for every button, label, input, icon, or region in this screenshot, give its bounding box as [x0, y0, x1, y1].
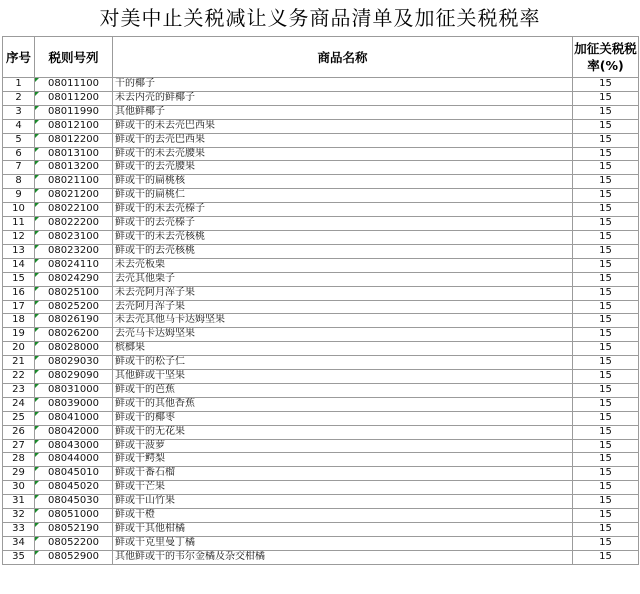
cell-product-name[interactable]: 鲜或干的去壳核桃 — [113, 244, 573, 258]
cell-tariff-code[interactable] — [35, 439, 113, 453]
tariff-table — [2, 36, 639, 565]
cell-tariff-rate[interactable]: 15 — [573, 328, 639, 342]
cell-tariff-rate[interactable]: 15 — [573, 467, 639, 481]
cell-product-name[interactable]: 鲜或干的去壳巴西果 — [113, 133, 573, 147]
cell-product-name[interactable]: 鲜或干的无花果 — [113, 425, 573, 439]
cell-product-name[interactable]: 未去壳阿月浑子果 — [113, 286, 573, 300]
cell-serial-number[interactable]: 34 — [3, 536, 35, 550]
table-row — [3, 203, 639, 217]
tariff-code-text: 08026190 — [48, 314, 99, 326]
tariff-code-text: 08052900 — [48, 550, 99, 562]
cell-serial-number[interactable]: 4 — [3, 119, 35, 133]
cell-tariff-rate[interactable]: 15 — [573, 342, 639, 356]
cell-serial-number[interactable]: 30 — [3, 481, 35, 495]
cell-tariff-rate[interactable]: 15 — [573, 175, 639, 189]
cell-product-name[interactable]: 鲜或干的未去壳腰果 — [113, 147, 573, 161]
cell-serial-number[interactable]: 29 — [3, 467, 35, 481]
table-row — [3, 481, 639, 495]
tariff-code-text: 08013100 — [48, 147, 99, 159]
cell-tariff-rate[interactable]: 15 — [573, 536, 639, 550]
cell-tariff-rate[interactable]: 15 — [573, 453, 639, 467]
text-number-indicator-icon — [35, 273, 39, 277]
cell-tariff-code[interactable] — [35, 133, 113, 147]
cell-product-name[interactable]: 鲜或干的未去壳榛子 — [113, 203, 573, 217]
cell-tariff-code[interactable] — [35, 342, 113, 356]
cell-product-name[interactable]: 鲜或干橙 — [113, 509, 573, 523]
text-number-indicator-icon — [35, 245, 39, 249]
tariff-code-text: 08026200 — [48, 328, 99, 340]
cell-tariff-rate[interactable]: 15 — [573, 509, 639, 523]
cell-serial-number[interactable]: 21 — [3, 356, 35, 370]
text-number-indicator-icon — [35, 175, 39, 179]
cell-tariff-rate[interactable]: 15 — [573, 203, 639, 217]
cell-product-name[interactable]: 其他鲜椰子 — [113, 105, 573, 119]
text-number-indicator-icon — [35, 453, 39, 457]
cell-tariff-code[interactable] — [35, 258, 113, 272]
tariff-code-text: 08024290 — [48, 272, 99, 284]
cell-tariff-rate[interactable]: 15 — [573, 105, 639, 119]
table-row — [3, 370, 639, 384]
cell-product-name[interactable]: 去壳马卡达姆坚果 — [113, 328, 573, 342]
text-number-indicator-icon — [35, 217, 39, 221]
cell-product-name[interactable]: 其他鲜或干的韦尔金橘及杂交柑橘 — [113, 550, 573, 564]
cell-product-name[interactable]: 鲜或干的未去壳核桃 — [113, 230, 573, 244]
cell-tariff-code[interactable] — [35, 481, 113, 495]
cell-tariff-code[interactable] — [35, 175, 113, 189]
cell-product-name[interactable]: 鲜或干克里曼丁橘 — [113, 536, 573, 550]
cell-tariff-code[interactable] — [35, 91, 113, 105]
table-row — [3, 217, 639, 231]
tariff-code-text: 08043000 — [48, 439, 99, 451]
cell-tariff-code[interactable] — [35, 425, 113, 439]
cell-serial-number[interactable]: 9 — [3, 189, 35, 203]
cell-tariff-rate[interactable]: 15 — [573, 161, 639, 175]
tariff-code-text: 08012200 — [48, 133, 99, 145]
text-number-indicator-icon — [35, 78, 39, 82]
cell-tariff-rate[interactable]: 15 — [573, 91, 639, 105]
cell-tariff-code[interactable] — [35, 495, 113, 509]
cell-serial-number[interactable]: 7 — [3, 161, 35, 175]
cell-serial-number[interactable]: 8 — [3, 175, 35, 189]
cell-serial-number[interactable]: 1 — [3, 78, 35, 92]
table-row — [3, 509, 639, 523]
cell-tariff-rate[interactable]: 15 — [573, 356, 639, 370]
table-row — [3, 439, 639, 453]
text-number-indicator-icon — [35, 92, 39, 96]
cell-tariff-code[interactable] — [35, 244, 113, 258]
text-number-indicator-icon — [35, 370, 39, 374]
text-number-indicator-icon — [35, 384, 39, 388]
cell-tariff-code[interactable] — [35, 78, 113, 92]
table-row — [3, 230, 639, 244]
tariff-code-text: 08022100 — [48, 203, 99, 215]
cell-product-name[interactable]: 去壳其他栗子 — [113, 272, 573, 286]
text-number-indicator-icon — [35, 481, 39, 485]
table-row — [3, 244, 639, 258]
text-number-indicator-icon — [35, 509, 39, 513]
table-row — [3, 342, 639, 356]
cell-tariff-code[interactable] — [35, 119, 113, 133]
tariff-code-text: 08011200 — [48, 91, 99, 103]
cell-serial-number[interactable]: 22 — [3, 370, 35, 384]
table-header-row — [3, 37, 639, 78]
cell-product-name[interactable]: 鲜或干鳄梨 — [113, 453, 573, 467]
cell-tariff-code[interactable] — [35, 147, 113, 161]
cell-serial-number[interactable]: 26 — [3, 425, 35, 439]
table-row — [3, 189, 639, 203]
table-row — [3, 91, 639, 105]
cell-tariff-code[interactable] — [35, 397, 113, 411]
cell-tariff-rate[interactable]: 15 — [573, 383, 639, 397]
cell-tariff-rate[interactable]: 15 — [573, 272, 639, 286]
table-row — [3, 495, 639, 509]
cell-tariff-code[interactable] — [35, 314, 113, 328]
cell-tariff-rate[interactable]: 15 — [573, 550, 639, 564]
text-number-indicator-icon — [35, 203, 39, 207]
cell-serial-number[interactable]: 12 — [3, 230, 35, 244]
tariff-code-text: 08025200 — [48, 300, 99, 312]
cell-product-name[interactable]: 未去内壳的鲜椰子 — [113, 91, 573, 105]
cell-tariff-rate[interactable]: 15 — [573, 411, 639, 425]
table-body — [3, 78, 639, 565]
cell-tariff-rate[interactable]: 15 — [573, 523, 639, 537]
cell-serial-number[interactable]: 33 — [3, 523, 35, 537]
cell-tariff-code[interactable] — [35, 189, 113, 203]
table-row — [3, 356, 639, 370]
cell-serial-number[interactable]: 10 — [3, 203, 35, 217]
table-row — [3, 272, 639, 286]
cell-tariff-code[interactable] — [35, 370, 113, 384]
cell-serial-number[interactable]: 5 — [3, 133, 35, 147]
table-row — [3, 78, 639, 92]
cell-product-name[interactable]: 槟榔果 — [113, 342, 573, 356]
tariff-code-text: 08029030 — [48, 356, 99, 368]
text-number-indicator-icon — [35, 537, 39, 541]
cell-product-name[interactable]: 鲜或干的椰枣 — [113, 411, 573, 425]
cell-serial-number[interactable]: 14 — [3, 258, 35, 272]
cell-product-name[interactable]: 未去壳其他马卡达姆坚果 — [113, 314, 573, 328]
table-row — [3, 161, 639, 175]
cell-tariff-code[interactable] — [35, 328, 113, 342]
cell-serial-number[interactable]: 24 — [3, 397, 35, 411]
table-row — [3, 536, 639, 550]
header-tariff-rate-label: 加征关税税率(%) — [574, 41, 637, 73]
tariff-code-text: 08013200 — [48, 161, 99, 173]
cell-serial-number[interactable]: 2 — [3, 91, 35, 105]
cell-tariff-rate[interactable]: 15 — [573, 217, 639, 231]
cell-tariff-rate[interactable]: 15 — [573, 300, 639, 314]
text-number-indicator-icon — [35, 495, 39, 499]
cell-tariff-rate[interactable]: 15 — [573, 495, 639, 509]
cell-tariff-rate[interactable]: 15 — [573, 481, 639, 495]
text-number-indicator-icon — [35, 120, 39, 124]
table-row — [3, 523, 639, 537]
cell-serial-number[interactable]: 19 — [3, 328, 35, 342]
tariff-code-text: 08011990 — [48, 105, 99, 117]
tariff-code-text: 08011100 — [48, 78, 99, 89]
text-number-indicator-icon — [35, 287, 39, 291]
tariff-code-text: 08024110 — [48, 258, 99, 270]
tariff-code-text: 08023200 — [48, 244, 99, 256]
cell-serial-number[interactable]: 23 — [3, 383, 35, 397]
header-tariff-rate[interactable] — [573, 37, 639, 78]
table-row — [3, 105, 639, 119]
cell-serial-number[interactable]: 25 — [3, 411, 35, 425]
cell-tariff-code[interactable] — [35, 300, 113, 314]
text-number-indicator-icon — [35, 148, 39, 152]
text-number-indicator-icon — [35, 551, 39, 555]
cell-serial-number[interactable]: 32 — [3, 509, 35, 523]
text-number-indicator-icon — [35, 467, 39, 471]
cell-serial-number[interactable]: 13 — [3, 244, 35, 258]
text-number-indicator-icon — [35, 426, 39, 430]
cell-product-name[interactable]: 鲜或干的芭蕉 — [113, 383, 573, 397]
cell-product-name[interactable]: 鲜或干山竹果 — [113, 495, 573, 509]
table-row — [3, 383, 639, 397]
cell-tariff-rate[interactable]: 15 — [573, 258, 639, 272]
cell-serial-number[interactable]: 35 — [3, 550, 35, 564]
text-number-indicator-icon — [35, 398, 39, 402]
cell-tariff-rate[interactable]: 15 — [573, 230, 639, 244]
table-row — [3, 133, 639, 147]
tariff-code-text: 08023100 — [48, 230, 99, 242]
cell-tariff-code[interactable] — [35, 203, 113, 217]
cell-serial-number[interactable]: 27 — [3, 439, 35, 453]
cell-product-name[interactable]: 鲜或干芒果 — [113, 481, 573, 495]
cell-product-name[interactable]: 鲜或干其他柑橘 — [113, 523, 573, 537]
cell-tariff-code[interactable] — [35, 161, 113, 175]
table-row — [3, 286, 639, 300]
cell-tariff-code[interactable] — [35, 536, 113, 550]
cell-serial-number[interactable]: 15 — [3, 272, 35, 286]
table-row — [3, 550, 639, 564]
table-row — [3, 314, 639, 328]
tariff-code-text: 08025100 — [48, 286, 99, 298]
cell-product-name[interactable]: 鲜或干番石榴 — [113, 467, 573, 481]
cell-tariff-code[interactable] — [35, 356, 113, 370]
cell-tariff-rate[interactable]: 15 — [573, 78, 639, 92]
table-row — [3, 397, 639, 411]
cell-tariff-code[interactable] — [35, 509, 113, 523]
cell-tariff-code[interactable] — [35, 453, 113, 467]
tariff-code-text: 08052200 — [48, 536, 99, 548]
table-row — [3, 328, 639, 342]
cell-tariff-rate[interactable]: 15 — [573, 439, 639, 453]
cell-tariff-code[interactable] — [35, 217, 113, 231]
cell-tariff-rate[interactable]: 15 — [573, 244, 639, 258]
tariff-code-text: 08012100 — [48, 119, 99, 131]
text-number-indicator-icon — [35, 356, 39, 360]
cell-product-name[interactable]: 鲜或干的去壳腰果 — [113, 161, 573, 175]
cell-tariff-code[interactable] — [35, 230, 113, 244]
tariff-code-text: 08044000 — [48, 453, 99, 465]
cell-tariff-code[interactable] — [35, 523, 113, 537]
cell-product-name[interactable]: 鲜或干菠萝 — [113, 439, 573, 453]
table-row — [3, 467, 639, 481]
table-row — [3, 258, 639, 272]
table-row — [3, 119, 639, 133]
table-row — [3, 175, 639, 189]
table-row — [3, 300, 639, 314]
cell-tariff-rate[interactable]: 15 — [573, 314, 639, 328]
cell-tariff-code[interactable] — [35, 272, 113, 286]
cell-tariff-rate[interactable]: 15 — [573, 133, 639, 147]
cell-serial-number[interactable]: 18 — [3, 314, 35, 328]
table-row — [3, 425, 639, 439]
cell-serial-number[interactable]: 3 — [3, 105, 35, 119]
cell-tariff-rate[interactable]: 15 — [573, 286, 639, 300]
cell-serial-number[interactable]: 20 — [3, 342, 35, 356]
cell-serial-number[interactable]: 11 — [3, 217, 35, 231]
cell-tariff-code[interactable] — [35, 105, 113, 119]
text-number-indicator-icon — [35, 134, 39, 138]
cell-product-name[interactable]: 鲜或干的未去壳巴西果 — [113, 119, 573, 133]
cell-serial-number[interactable]: 6 — [3, 147, 35, 161]
tariff-code-text: 08045030 — [48, 495, 99, 507]
cell-tariff-rate[interactable]: 15 — [573, 147, 639, 161]
header-product-name[interactable]: 商品名称 — [113, 37, 573, 78]
header-tariff-code[interactable]: 税则号列 — [35, 37, 113, 78]
tariff-code-text: 08042000 — [48, 425, 99, 437]
cell-tariff-rate[interactable]: 15 — [573, 370, 639, 384]
table-row — [3, 411, 639, 425]
cell-product-name[interactable]: 鲜或干的松子仁 — [113, 356, 573, 370]
text-number-indicator-icon — [35, 328, 39, 332]
text-number-indicator-icon — [35, 342, 39, 346]
text-number-indicator-icon — [35, 161, 39, 165]
text-number-indicator-icon — [35, 301, 39, 305]
cell-tariff-rate[interactable]: 15 — [573, 189, 639, 203]
text-number-indicator-icon — [35, 106, 39, 110]
tariff-code-text: 08022200 — [48, 217, 99, 229]
cell-tariff-code[interactable] — [35, 286, 113, 300]
tariff-code-text: 08051000 — [48, 509, 99, 521]
cell-product-name[interactable]: 鲜或干的其他香蕉 — [113, 397, 573, 411]
cell-tariff-code[interactable] — [35, 383, 113, 397]
text-number-indicator-icon — [35, 231, 39, 235]
cell-tariff-code[interactable] — [35, 550, 113, 564]
text-number-indicator-icon — [35, 523, 39, 527]
cell-tariff-rate[interactable]: 15 — [573, 397, 639, 411]
header-serial-number[interactable]: 序号 — [3, 37, 35, 78]
cell-product-name[interactable]: 去壳阿月浑子果 — [113, 300, 573, 314]
cell-serial-number[interactable]: 16 — [3, 286, 35, 300]
table-row — [3, 453, 639, 467]
tariff-code-text: 08028000 — [48, 342, 99, 354]
cell-serial-number[interactable]: 17 — [3, 300, 35, 314]
tariff-code-text: 08021200 — [48, 189, 99, 201]
tariff-code-text: 08021100 — [48, 175, 99, 187]
tariff-code-text: 08031000 — [48, 383, 99, 395]
tariff-code-text: 08041000 — [48, 411, 99, 423]
text-number-indicator-icon — [35, 189, 39, 193]
cell-tariff-code[interactable] — [35, 467, 113, 481]
cell-serial-number[interactable]: 31 — [3, 495, 35, 509]
cell-product-name[interactable]: 鲜或干的去壳榛子 — [113, 217, 573, 231]
page-title: 对美中止关税减让义务商品清单及加征关税税率 — [99, 6, 541, 30]
cell-product-name[interactable]: 鲜或干的扁桃核 — [113, 175, 573, 189]
cell-tariff-rate[interactable]: 15 — [573, 425, 639, 439]
table-row — [3, 147, 639, 161]
cell-product-name[interactable]: 未去壳板栗 — [113, 258, 573, 272]
cell-tariff-code[interactable] — [35, 411, 113, 425]
tariff-code-text: 08045020 — [48, 481, 99, 493]
cell-serial-number[interactable]: 28 — [3, 453, 35, 467]
cell-product-name[interactable]: 其他鲜或干坚果 — [113, 370, 573, 384]
text-number-indicator-icon — [35, 440, 39, 444]
cell-product-name[interactable]: 干的椰子 — [113, 78, 573, 92]
tariff-code-text: 08029090 — [48, 370, 99, 382]
cell-tariff-rate[interactable]: 15 — [573, 119, 639, 133]
tariff-code-text: 08045010 — [48, 467, 99, 479]
tariff-code-text: 08052190 — [48, 523, 99, 534]
text-number-indicator-icon — [35, 314, 39, 318]
cell-product-name[interactable]: 鲜或干的扁桃仁 — [113, 189, 573, 203]
tariff-code-text: 08039000 — [48, 397, 99, 409]
text-number-indicator-icon — [35, 412, 39, 416]
text-number-indicator-icon — [35, 259, 39, 263]
